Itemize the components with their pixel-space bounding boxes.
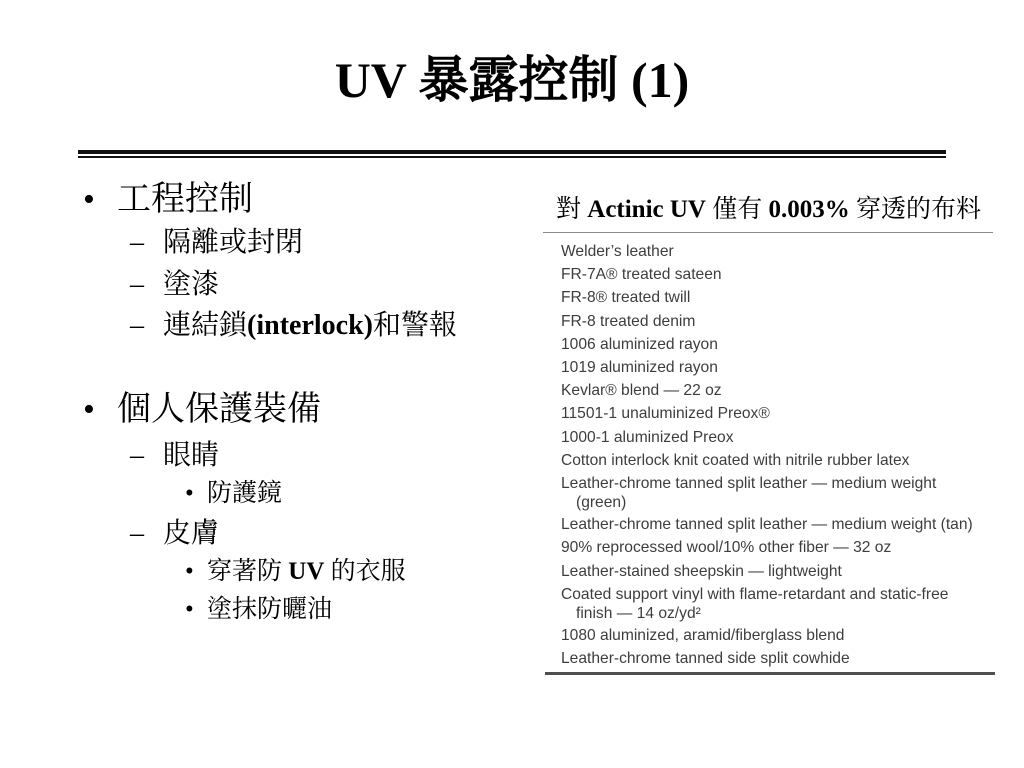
fabric-row-text: 11501-1 unaluminized Preox® bbox=[561, 404, 770, 422]
fabric-row-continuation: (green) bbox=[576, 493, 627, 511]
sub-sub-bullet-uv-clothing bbox=[185, 557, 406, 587]
bullet-marker: • bbox=[185, 596, 194, 623]
fabric-row bbox=[561, 312, 695, 331]
fabric-row bbox=[561, 474, 936, 512]
dash-marker: – bbox=[130, 269, 144, 300]
sub-sub-bullet-label bbox=[207, 558, 406, 585]
sub-sub-bullet-goggles bbox=[185, 479, 282, 509]
fabric-row-text: 1000-1 aluminized Preox bbox=[561, 428, 734, 446]
fabric-row-text: Kevlar® blend — 22 oz bbox=[561, 381, 722, 399]
sub-sub-bullet-label: 防護鏡 bbox=[207, 480, 283, 507]
sub-bullet-label: 眼睛 bbox=[163, 440, 220, 471]
dash-marker: – bbox=[130, 440, 144, 471]
title-rule-thin bbox=[78, 156, 946, 158]
fabric-row bbox=[561, 335, 718, 354]
caption-part-bold: 0.003% bbox=[768, 196, 850, 223]
fabric-row-continuation: finish — 14 oz/yd² bbox=[576, 604, 701, 622]
fabric-row bbox=[561, 265, 722, 284]
fabric-row bbox=[561, 242, 674, 261]
sub-bullet-label: 隔離或封閉 bbox=[163, 227, 304, 258]
caption-part: 對 bbox=[556, 196, 588, 223]
fabric-row-text: FR-7A® treated sateen bbox=[561, 265, 722, 283]
label-part: 的衣服 bbox=[324, 558, 406, 585]
fabric-row bbox=[561, 538, 891, 557]
fabric-row-text: 1080 aluminized, aramid/fiberglass blend bbox=[561, 626, 845, 644]
title-rule-thick bbox=[78, 150, 946, 154]
bullet-label: 工程控制 bbox=[117, 181, 253, 218]
sub-bullet-painting bbox=[130, 268, 219, 302]
sub-bullet-interlock-alarm bbox=[130, 309, 457, 343]
fabric-row-text: Leather-chrome tanned side split cowhide bbox=[561, 649, 850, 667]
fabric-row bbox=[561, 562, 842, 581]
bullet-marker: • bbox=[185, 558, 194, 585]
fabric-row-text: Leather-stained sheepskin — lightweight bbox=[561, 562, 842, 580]
dash-marker: – bbox=[130, 227, 144, 258]
fabric-row-text: Leather-chrome tanned split leather — medium weight bbox=[561, 474, 937, 492]
fabric-table-top-rule bbox=[543, 232, 993, 233]
sub-sub-bullet-label: 塗抹防曬油 bbox=[207, 596, 333, 623]
fabric-row-text: FR-8® treated twill bbox=[561, 288, 691, 306]
slide-title: UV 暴露控制 (1) bbox=[334, 52, 690, 108]
bullet-label: 個人保護裝備 bbox=[117, 391, 321, 428]
fabric-row-text: Welder’s leather bbox=[561, 242, 674, 260]
sub-bullet-isolation-enclosure bbox=[130, 226, 303, 260]
fabric-row-text: FR-8 treated denim bbox=[561, 312, 696, 330]
caption-part: 僅有 bbox=[706, 196, 769, 223]
fabric-table-caption bbox=[556, 195, 981, 225]
fabric-table-bottom-rule bbox=[545, 672, 995, 675]
fabric-row-text: 1019 aluminized rayon bbox=[561, 358, 718, 376]
fabric-row bbox=[561, 358, 718, 377]
label-part: 和警報 bbox=[372, 310, 457, 341]
fabric-row bbox=[561, 451, 909, 470]
fabric-row bbox=[561, 404, 770, 423]
label-part: 穿著防 bbox=[207, 558, 289, 585]
dash-marker: – bbox=[130, 518, 144, 549]
label-part-bold: (interlock) bbox=[247, 310, 373, 341]
bullet-engineering-controls bbox=[83, 180, 253, 220]
label-part-bold: UV bbox=[288, 558, 325, 585]
bullet-marker: • bbox=[83, 181, 95, 218]
fabric-row-text: 1006 aluminized rayon bbox=[561, 335, 718, 353]
fabric-row bbox=[561, 381, 722, 400]
fabric-row bbox=[561, 288, 690, 307]
sub-bullet-eyes bbox=[130, 439, 219, 473]
bullet-personal-protective-equipment bbox=[83, 390, 321, 430]
bullet-marker: • bbox=[185, 480, 194, 507]
fabric-row bbox=[561, 649, 850, 668]
fabric-row bbox=[561, 585, 948, 623]
caption-part-bold: Actinic UV bbox=[587, 196, 706, 223]
fabric-row bbox=[561, 626, 844, 645]
label-part: 連結鎖 bbox=[163, 310, 248, 341]
sub-sub-bullet-sunscreen bbox=[185, 595, 332, 625]
sub-bullet-label: 塗漆 bbox=[163, 269, 220, 300]
fabric-row bbox=[561, 515, 973, 534]
fabric-row-text: 90% reprocessed wool/10% other fiber — 32 oz bbox=[561, 538, 892, 556]
dash-marker: – bbox=[130, 310, 144, 341]
fabric-row-text: Coated support vinyl with flame-retardant and static-free bbox=[561, 585, 949, 603]
bullet-marker: • bbox=[83, 391, 95, 428]
caption-part: 穿透的布料 bbox=[849, 196, 982, 223]
sub-bullet-skin bbox=[130, 517, 219, 551]
sub-bullet-label: 皮膚 bbox=[163, 518, 220, 549]
fabric-row bbox=[561, 428, 734, 447]
fabric-row-text: Leather-chrome tanned split leather — medium weight (tan) bbox=[561, 515, 973, 533]
sub-bullet-label bbox=[163, 310, 457, 341]
fabric-row-text: Cotton interlock knit coated with nitrile rubber latex bbox=[561, 451, 910, 469]
